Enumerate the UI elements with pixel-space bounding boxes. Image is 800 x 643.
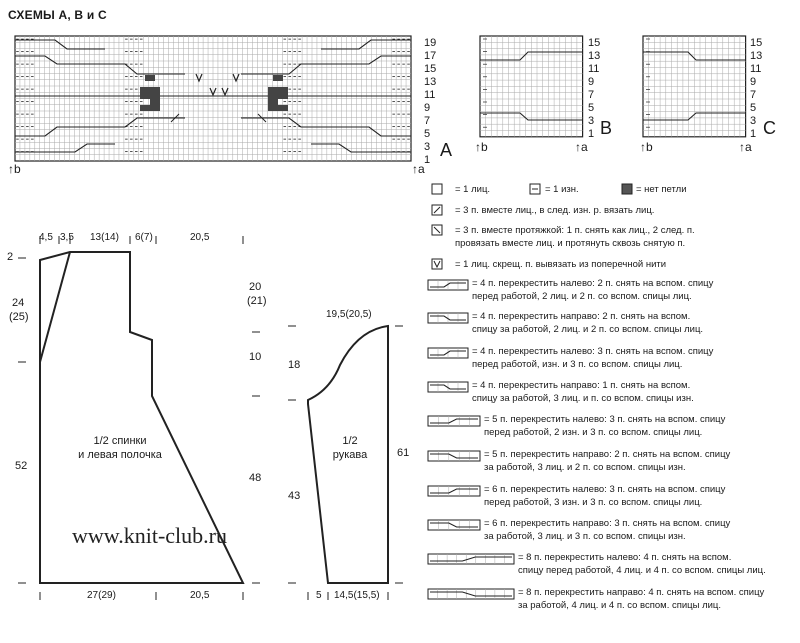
no-stitch-cell [150, 99, 160, 105]
dim-bottom-a: 27(29) [87, 590, 116, 601]
scheme-a-label: A [440, 140, 453, 160]
cable8-right-icon [428, 589, 514, 599]
scheme-a-row-numbers: 19 17 15 13 11 9 7 5 3 1 [424, 37, 437, 166]
cable6-left-icon [428, 486, 480, 496]
legend-cable8-left: = 8 п. перекрестить налево: 4 п. снять на вспом. спицу перед работой, 4 лиц. и 4 п. со вспом. спицы лиц. [518, 552, 766, 576]
legend-sk2p: = 3 п. вместе протяжкой: 1 п. снять как лиц., 2 след. п. провязать вместе лиц. и протянуть сквозь снятую п. [455, 225, 695, 249]
dim-left-upper-2: (25) [9, 311, 29, 323]
scheme-c-arrow-b: ↑b [640, 140, 653, 154]
no-stitch-cell [268, 99, 278, 105]
scheme-c-arrow-a: ↑a [739, 140, 752, 154]
no-stitch-cell [268, 87, 278, 93]
dim-right-top-1: 20 [249, 281, 262, 293]
legend-cable6-left: = 6 п. перекрестить налево: 3 п. снять на вспом. спицу перед работой, 3 изн. и 3 п. со вспом. спицы лиц. [484, 484, 726, 508]
dim-top-c: 13(14) [90, 232, 119, 243]
no-stitch-cell [273, 75, 283, 81]
cable5-right-icon [428, 451, 480, 461]
sleeve-dim-left-upper: 18 [288, 359, 301, 371]
dim-right-mid: 10 [249, 351, 262, 363]
no-stitch-cell [278, 93, 288, 99]
legend-cable5-left: = 5 п. перекрестить налево: 3 п. снять на вспом. спицу перед работой, 2 изн. и 3 п. со вспом. спицы лиц. [484, 414, 726, 438]
dim-top-b: 3,5 [60, 232, 74, 243]
no-stitch-cell [140, 87, 150, 93]
no-stitch-cell [278, 105, 288, 111]
dim-top-e: 20,5 [190, 232, 210, 243]
knit-icon [432, 184, 442, 194]
watermark: www.knit-club.ru [72, 523, 227, 548]
no-stitch-icon [622, 184, 632, 194]
scheme-b-label: B [600, 118, 613, 138]
dim-top-d: 6(7) [135, 232, 153, 243]
dim-left-upper-1: 24 [12, 297, 25, 309]
scheme-b-arrow-a: ↑a [575, 140, 588, 154]
legend-cable4-left-purl: = 4 п. перекрестить налево: 3 п. снять на вспом. спицу перед работой, изн. и 3 п. со вспом. спицы лиц. [472, 346, 714, 370]
sleeve-dim-bottom-b: 14,5(15,5) [334, 590, 380, 601]
dim-right-lower: 48 [249, 472, 262, 484]
piece-title-back: 1/2 спинки и левая полочка [78, 435, 162, 461]
scheme-b-arrow-b: ↑b [475, 140, 488, 154]
legend-cable4-right: = 4 п. перекрестить направо: 2 п. снять на вспом. спицу за работой, 2 лиц. и 2 п. со вспом. спицы лиц. [472, 311, 704, 335]
page-title: СХЕМЫ А, В и С [8, 8, 107, 22]
legend-cable5-right: = 5 п. перекрестить направо: 2 п. снять на вспом. спицу за работой, 3 лиц. и 2 п. со вспом. спицы изн. [484, 449, 731, 473]
scheme-c-row-numbers: 15 13 11 9 7 5 3 1 [750, 37, 763, 140]
no-stitch-cell [278, 87, 288, 93]
no-stitch-cell [145, 75, 155, 81]
cable6-right-icon [428, 520, 480, 530]
no-stitch-cell [140, 93, 150, 99]
cable8-left-icon [428, 554, 514, 564]
scheme-a-arrow-b: ↑b [8, 162, 21, 176]
cable5-left-icon [428, 416, 480, 426]
dim-left-top: 2 [7, 251, 14, 263]
no-stitch-cell [268, 105, 278, 111]
scheme-c-label: C [763, 118, 776, 138]
legend-cable4-right-purl: = 4 п. перекрестить направо: 1 п. снять на вспом. спицу за работой, 3 лиц. и п. со вспом. спицы изн. [472, 380, 694, 404]
legend-k3tog: = 3 п. вместе лиц., в след. изн. р. вязать лиц. [455, 205, 655, 216]
legend-knit: = 1 лиц. [455, 184, 491, 195]
no-stitch-cell [268, 93, 278, 99]
legend-no-stitch: = нет петли [636, 184, 687, 195]
no-stitch-cell [140, 105, 150, 111]
legend-cable4-left: = 4 п. перекрестить налево: 2 п. снять на вспом. спицу перед работой, 2 лиц. и 2 п. со вспом. спицы лиц. [472, 278, 714, 302]
dim-right-top-2: (21) [247, 295, 267, 307]
front-neck-line [40, 252, 70, 362]
sleeve-dim-bottom-a: 5 [316, 590, 322, 601]
sleeve-dim-top: 19,5(20,5) [326, 309, 372, 320]
dim-top-a: 4,5 [39, 232, 53, 243]
no-stitch-cell [150, 105, 160, 111]
dim-bottom-b: 20,5 [190, 590, 210, 601]
sleeve-dim-right: 61 [397, 447, 410, 459]
legend-twisted-inc: = 1 лиц. скрещ. п. вывязать из поперечной нити [455, 259, 667, 270]
piece-title-sleeve: 1/2 рукава [332, 435, 368, 461]
scheme-b-row-numbers: 15 13 11 9 7 5 3 1 [588, 37, 601, 140]
legend-cable6-right: = 6 п. перекрестить направо: 3 п. снять на вспом. спицу за работой, 3 лиц. и 3 п. со вспом. спицы изн. [484, 518, 731, 542]
scheme-a-arrow-a: ↑a [412, 162, 425, 176]
legend-purl: = 1 изн. [545, 184, 579, 195]
no-stitch-cell [150, 87, 160, 93]
sleeve-dim-left-lower: 43 [288, 490, 301, 502]
no-stitch-cell [150, 93, 160, 99]
legend-cable8-right: = 8 п. перекрестить направо: 4 п. снять на вспом. спицу за работой, 4 лиц. и 4 п. со вспом. спицы лиц. [518, 587, 765, 611]
dim-left-lower: 52 [15, 460, 28, 472]
